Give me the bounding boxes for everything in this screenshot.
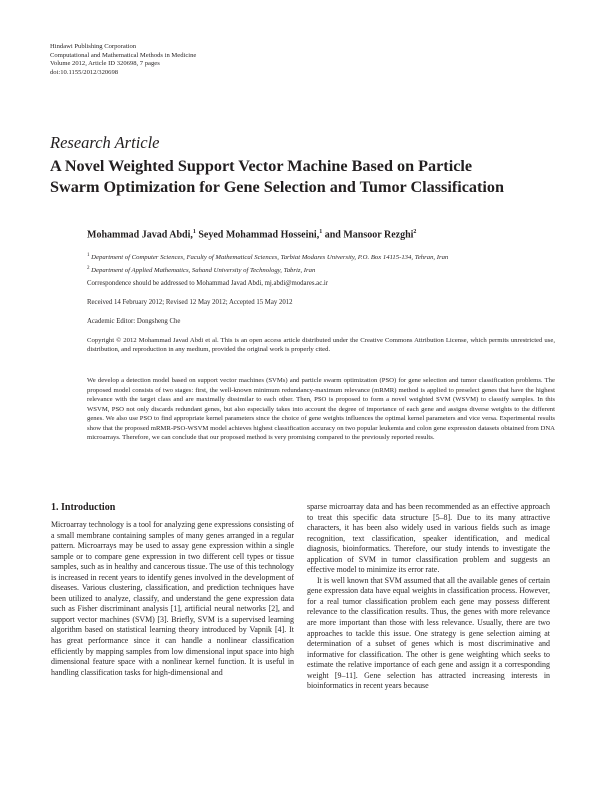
affiliation-2	[87, 264, 557, 277]
intro-paragraph-2: sparse microarray data and has been recommended as an effective approach to treat this specific data structure [5–8]. Due to its many attractive characters, it has been also widely used in various fields such as image recognition, text classification, speaker identification, and medical diagnosis, bioinformatics. Therefore, our study intends to investigate the application of SVM in tumor classification problem and suggests an effective model to minimize its error rate.	[307, 502, 550, 575]
author-list	[87, 229, 557, 240]
author-1-affil: 1	[192, 229, 196, 235]
paper-title	[50, 156, 570, 197]
author-1: Mohammad Javad Abdi,	[87, 229, 193, 241]
affiliation-1	[87, 251, 557, 264]
author-2-affil: 1	[319, 229, 323, 235]
author-3-affil: 2	[413, 229, 417, 235]
affiliations	[87, 251, 557, 276]
intro-paragraph-1: Microarray technology is a tool for analyzing gene expressions consisting of a small membrane containing samples of many genes arranged in a regular pattern. Microarrays may be used to assay gene expression within a single sample or to compare gene expression in two different cell types or tissue samples, such as in healthy and cancerous tissue. The use of this technology is increased in recent years to identify genes involved in the development of diseases. Various clustering, classification, and prediction techniques have been utilized to analyze, classify, and understand the gene expression data such as Fisher discriminant analysis [1], artificial neural networks [2], and support vector machines (SVM) [3]. Briefly, SVM is a supervised learning algorithm based on statistical learning theory introduced by Vapnik [4]. It has great performance since it can handle a nonlinear classification efficiently by mapping samples from low dimensional input space into high dimensional feature space with a nonlinear kernel function. It is useful in handling classification tasks for high-dimensional and	[51, 520, 294, 677]
doi: doi:10.1155/2012/320698	[50, 68, 119, 76]
author-2: Seyed Mohammad Hosseini,	[195, 229, 320, 241]
affiliation-2-text: Department of Applied Mathematics, Sahand University of Technology, Tabriz, Iran	[89, 266, 316, 274]
section-heading-introduction: 1. Introduction	[51, 502, 116, 513]
article-type: Research Article	[50, 133, 160, 152]
intro-continuation	[307, 502, 550, 787]
received-dates: Received 14 February 2012; Revised 12 May 2012; Accepted 15 May 2012	[87, 299, 293, 306]
journal-name: Computational and Mathematical Methods in Medicine	[50, 51, 197, 59]
academic-editor: Academic Editor: Dongsheng Che	[87, 318, 181, 325]
title-line-2: Swarm Optimization for Gene Selection and Tumor Classification	[50, 177, 505, 196]
volume-info: Volume 2012, Article ID 320698, 7 pages	[50, 60, 160, 68]
affiliation-1-number: 1	[87, 253, 90, 258]
affiliation-1-text: Department of Computer Sciences, Faculty of Mathematical Sciences, Tarbiat Modares University, P.O. Box 14115-134, Tehran, Iran	[89, 254, 449, 262]
copyright-notice: Copyright © 2012 Mohammad Javad Abdi et al. This is an open access article distributed under the Creative Commons Attribution License, which permits unrestricted use, distribution, and reproduction in any medium, provided the original work is properly cited.	[87, 337, 555, 354]
left-column	[51, 502, 294, 790]
author-3: and Mansoor Rezghi	[322, 229, 414, 241]
title-line-1: A Novel Weighted Support Vector Machine Based on Particle	[50, 157, 473, 175]
correspondence: Correspondence should be addressed to Mohammad Javad Abdi, mj.abdi@modares.ac.ir	[87, 280, 329, 287]
journal-header	[50, 43, 350, 77]
abstract: We develop a detection model based on support vector machines (SVMs) and particle swarm optimization (PSO) for gene selection and tumor classification problems. The proposed model consists of two stages: first, the well-known minimum redundancy-maximum relevance (mRMR) method is applied to preselect genes that have the highest relevance with the target class and are maximally dissimilar to each other. Then, PSO is proposed to form a novel weighted SVM (WSVM) to classify samples. In this WSVM, PSO not only discards redundant genes, but also especially takes into account the degree of importance of each gene and assigns diverse weights to the different genes. We also use PSO to find appropriate kernel parameters since the choice of gene weights influences the optimal kernel parameters and vice versa. Experimental results show that the proposed mRMR-PSO-WSVM model achieves highest classification accuracy on two popular leukemia and colon gene expression datasets obtained from DNA microarrays. Therefore, we can conclude that our proposed method is very promising compared to the previously reported results.	[87, 377, 555, 441]
right-column	[307, 502, 550, 787]
intro-paragraph-3: It is well known that SVM assumed that all the available genes of certain gene expression data have equal weights in classification process. However, for a real tumor classification problem each gene may possess different relevance to the classification results. Thus, the genes with more relevance are more important than those with less relevance. Usually, there are two approaches to tackle this issue. One strategy is gene selection aiming at determination of a subset of genes which is most discriminative and informative for classification. The other is gene weighting which seeks to estimate the relative importance of each gene and assign it a corresponding weight [9–11]. Gene selection has attracted increasing interests in bioinformatics in recent years because	[307, 575, 550, 691]
publisher: Hindawi Publishing Corporation	[50, 43, 137, 50]
affiliation-2-number: 2	[87, 265, 90, 271]
